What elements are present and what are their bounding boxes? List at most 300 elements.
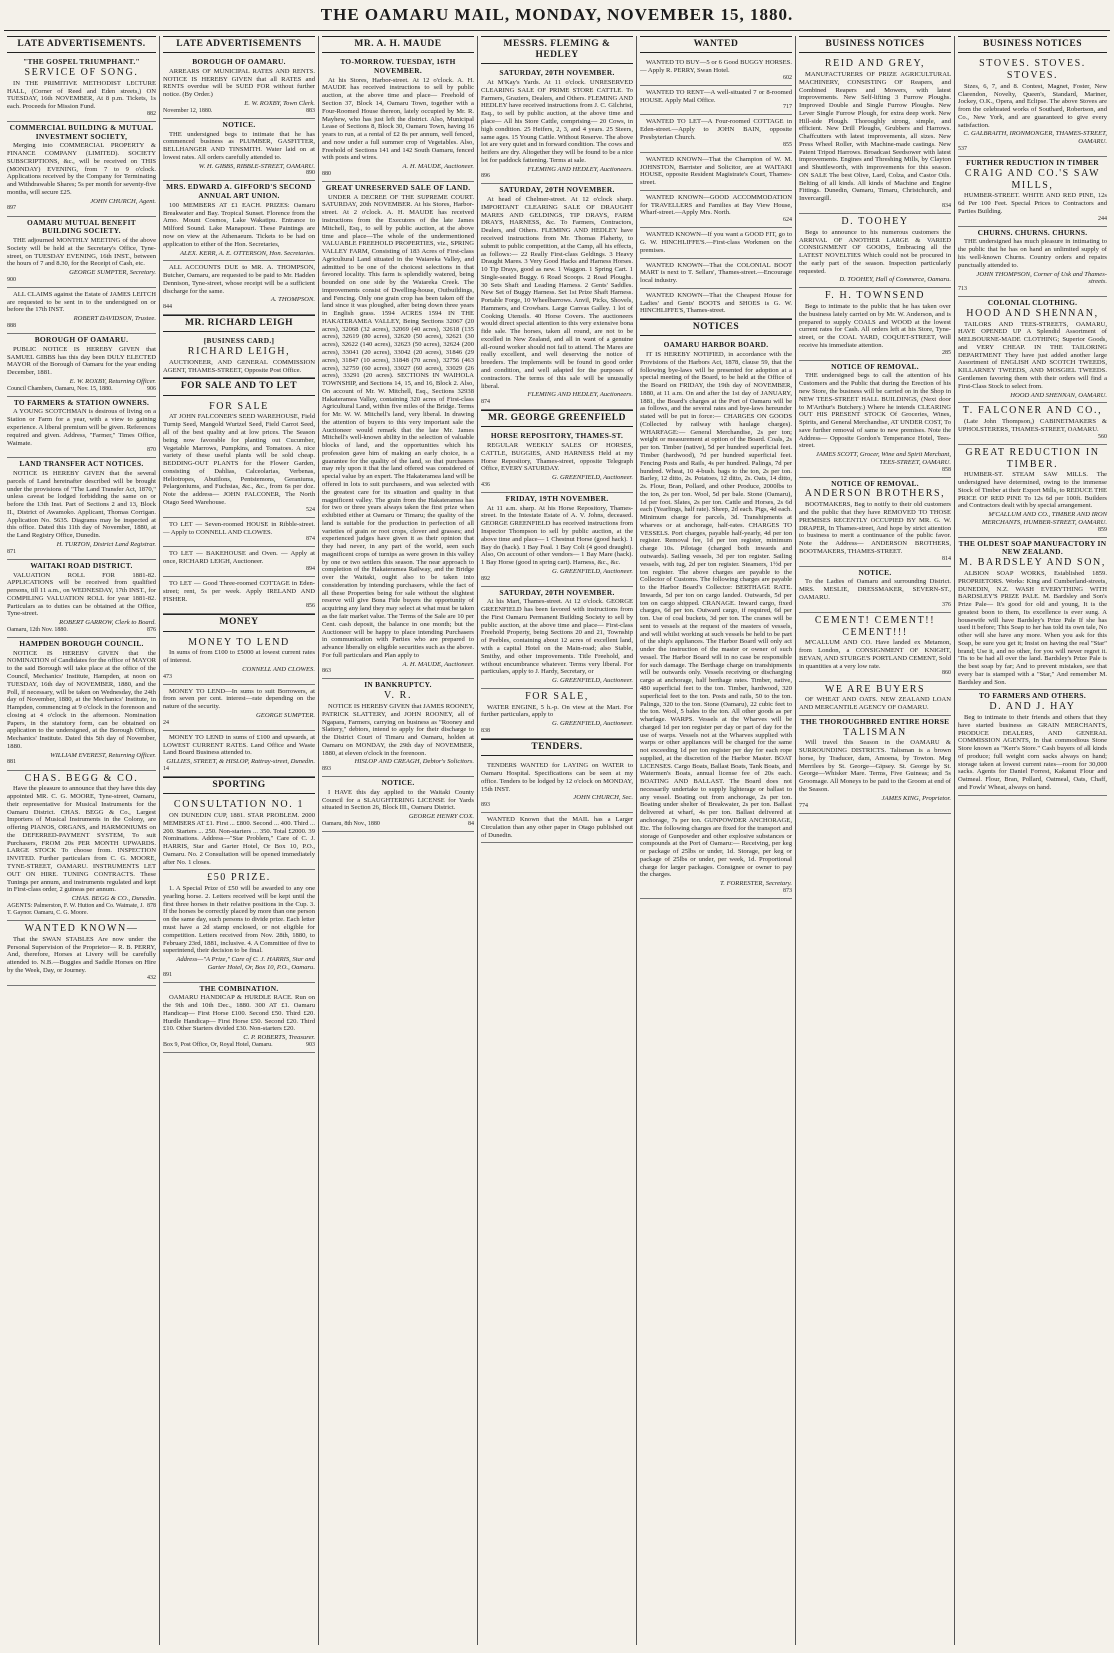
ad-footer xyxy=(799,602,951,609)
ad-body: THE undersigned begs to call the attention of his Customers and the Public that during the Erection of his new Store, the business will be carried on in the Shop in NEW TEES-STREET HALL BUILDINGS, (Next door to M'Arthur's Butchery.) Where he intends CLEARING OUT HIS PRESENT STOCK Of Groceries, Wines, Spirits, and General Merchandise, AT UNDER COST, To save further removal of same to new premises. Note the Address— Opposite Gordon's Temperance Hotel, Tees-street. xyxy=(799,372,951,450)
ad-signature: A. H. MAUDE, Auctioneer. xyxy=(402,163,474,171)
ad-title: LAND TRANSFER ACT NOTICES. xyxy=(19,459,144,469)
ad-body: WANTED KNOWN—If you want a GOOD FIT, go to G. W. HINCHLIFFE'S.—First-class Workmen on the premises. xyxy=(640,231,792,254)
ad-footer-note: 893 xyxy=(322,766,331,773)
ad-footer xyxy=(799,467,951,474)
ad-body: 100 MEMBERS AT £1 EACH. PRIZES: Oamaru Breakwater and Bay. Tropical Sunset. Florence from the Arno. Mount Cosmos, Lake Wakatipu. Entrance to Milford Sound. Lake Manapouri. These Paintings are now on view at the Athenaeum. Tickets to be had on application to either of the Hon. Secretaries, xyxy=(163,201,315,248)
ad-body: WANTED KNOWN—That the COLONIAL BOOT MART is next to T. Sellars', Thames-street.—Encourage local industry. xyxy=(640,261,792,285)
ad-display-line: FOR SALE xyxy=(209,400,269,412)
ad-footer xyxy=(958,286,1107,293)
section-heading: MR. GEORGE GREENFIELD xyxy=(481,410,633,427)
ad-display-line: SERVICE OF SONG. xyxy=(24,66,139,78)
ad-footer xyxy=(163,1042,315,1049)
ad-footer xyxy=(481,482,633,489)
ad-display-line: CONSULTATION NO. 1 xyxy=(173,799,305,811)
ad-display-line: WE ARE BUYERS xyxy=(824,683,926,695)
ad-body: WANTED KNOWN—GOOD ACCOMMODATION for TRAVELLERS and Families at Bay View House, Wharf-street.—Apply Mrs. North. xyxy=(640,193,792,217)
ad-footer xyxy=(7,386,156,393)
section-heading: TENDERS. xyxy=(481,739,633,756)
column-6 xyxy=(796,36,954,1647)
ad-reference-number: 906 xyxy=(147,385,156,392)
advertisement xyxy=(7,288,156,334)
ad-body: TO LET — Seven-roomed HOUSE in Ribble-street. — Apply to CONNELL AND CLOWES. xyxy=(163,520,315,536)
ad-body: WANTED TO LET—A Four-roomed COTTAGE in Eden-street.—Apply to JOHN BAIN, opposite Presbyterian Church. xyxy=(640,118,792,141)
ad-body: Merging into COMMERCIAL PROPERTY & FINANCE COMPANY (LIMITED). SOCIETY SUBSCRIPTIONS, &c., will be received on THIS (MONDAY) EVENING, from 7 to 9 o'clock. Applications received by the Company for Terminating and Withdrawable Shares; 5s per month for seventy-five months, will secure £25. xyxy=(7,142,156,196)
ad-body: MANUFACTURERS OF PRIZE AGRICULTURAL MACHINERY, CONSISTING OF Reapers, and Combined Reapers and Mowers, with latest improvements. New Self-lifting 3 Furrow Ploughs. Improved Double and Single Furrow Ploughs. New Lever Single Furrow Plough, for extra deep work. New Hill-side Plough. Thoroughly strong, simple, and efficient. New Drill Ploughs, Grubbers and Harrows. Chaffcutters with latest improvements, all sizes. New Press Wheel Roller, with Machine-made castings. New Patent Tripod Harrows. Broadcast Seedsower with latest improvements. Engines and Threshing Mills, by Clayton and Shuttleworth, with improvements for this season. ON SALE The best Olive, Lard, Colza, and Castor Oils. Belting of all kinds. All kinds of Machine and Engine Fittings. Dunedin, Oamaru, Timaru, Christchurch, and Invercargill. xyxy=(799,71,951,203)
ad-footer xyxy=(481,576,633,583)
ad-signature: GEORGE HENRY COX. xyxy=(408,813,474,821)
ad-display-line: CHAS. BEGG & CO. xyxy=(24,772,139,784)
advertisement xyxy=(799,214,951,288)
ad-signature: FLEMING AND HEDLEY, Auctioneers. xyxy=(527,165,633,173)
ad-reference-number: 84 xyxy=(468,820,474,827)
advertisement xyxy=(958,690,1107,795)
ad-title: NOTICE OF REMOVAL. xyxy=(831,361,919,371)
ad-title: TO FARMERS & STATION OWNERS. xyxy=(13,397,150,407)
ad-footer xyxy=(640,888,792,895)
advertisement xyxy=(799,361,951,478)
ad-display-line: RICHARD LEIGH, xyxy=(187,346,291,358)
ad-footer xyxy=(481,399,633,406)
advertisement xyxy=(163,181,315,261)
advertisement xyxy=(958,227,1107,297)
ad-footer-note: 892 xyxy=(481,575,490,582)
ad-footer xyxy=(163,972,315,979)
advertisement xyxy=(640,86,792,116)
ad-body: M'CALLUM AND CO. Have landed ex Metamon, from London, a CONSIGNMENT OF KNIGHT, BEVAN, AND STURGE'S PORTLAND CEMENT, Sold in quantities at a very low rate. xyxy=(799,639,951,670)
advertisement xyxy=(322,679,474,777)
advertisement xyxy=(958,56,1107,157)
ad-footer xyxy=(7,111,156,118)
ad-body: HUMBER-ST. STEAM SAW MILLS. The undersigned have determined, owing to the immense Stock of Timber at their Export Mills, to REDUCE THE PRICE OF RED PINE To 12s 6d per 100ft. Builders and Contractors dealt with by special arrangement. xyxy=(958,471,1107,510)
ad-signature: JOHN CHURCH, Agent. xyxy=(90,197,156,205)
column-heading: MESSRS. FLEMING & HEDLEY xyxy=(481,36,633,64)
ad-body: A YOUNG SCOTCHMAN is desirous of living on a Station or Farm for a year, with a view to gaining experience. A liberal premium will be given. References required and given. Address, "Farmer," Times Office, Waimate. xyxy=(7,408,156,447)
advertisement xyxy=(799,567,951,613)
column-heading: LATE ADVERTISEMENTS. xyxy=(7,36,156,53)
ad-body: UNDER A DECREE OF THE SUPREME COURT. SATURDAY, 20th NOVEMBER. At his Stores, Harbor-street. At 2 o'clock. A. H. MAUDE has received instructions from the Executors of the late James Mitchell, Esq., to sell by public auction, at the above time and place—The whole of the undermentioned VALUABLE FREEHOLD PROPERTIES, viz., SPRING VALLEY FARM, Consisting of 183 Acres of First-class Agricultural Land situated in the Waiareka Valley, and admitted to be one of the choicest selections in that favored locality. This farm is splendidly watered, being bounded on one side by the Waiareka Creek. The improvements consist of Dwelling-house, Outbuildings, and Fencing. Only one grain crop has been taken off the land since it was ploughed, after being down three years in English grass. 1594 ACRES 1594 IN THE HAKATERAMEA VALLEY, Being Sections 32067 (20 acres), 32068 (32 acres), 32069 (40 acres), 32618 (135 acres), 32619 (80 acres), 32620 (50 acres), 32621 (30 acres), 32622 (140 acres), 32623 (50 acres), 32624 (200 acres), 33041 (20 acres), 33042 (20 acres), 31846 (29 acres), 31847 (10 acres), 31848 (70 acres), 32756 (463 acres), 32759 (60 acres), 33027 (60 acres), 33029 (26 acres), 33291 (20 acres). SECTIONS IN WAIHOLA TOWNSHIP, and Sections 14, 15, and 16, Block 2. Also, On account of Mr. W. Mitchell, Esq., Sections 32938 Hakateramea Valley, containing 320 acres of First-class Agricultural Land, within five miles of the Bridge. Terms for Mr. W. W. Mitchell's land, very liberal. In drawing the attention of buyers to this very important sale the Auctioneer would remark that the late Mr. James Mitchell's well-known ability in the selection of valuable blocks of land, and the opportunities which his profession gave him of making an early choice, is a guarantee for the quality of the land, so that purchasers may rely upon it that the land offered was considered of special value by an expert. The Hakateramea land will be offered in lots to suit purchasers, and was selected with the greatest care for its situation and quality in that magnificent valley. The grain from the Hakateramea has for two or three years always taken the first prize when exhibited either at Oamaru or Timaru; the quality of the land is suitable for the production in perfection of all varieties of grain or root crops, clover and grasses; and experienced judges have given it as their opinion that they had never, in any part of the world, seen such magnificent crops of turnips as were grown in this valley by one or two settlers this season. The near approach to completion of the Hakateramea Railway, and the Bridge over the Waitaki, ought also to be taken into consideration by intending purchasers, while the fact of all these Properties being for sale without the slightest reserve will give Bona Fide buyers the opportunity of acquiring any land they may select at what must be taken as the fair market value. The Terms of the Sale are 10 per Cent. cash deposit, the balance in one month; but the Auctioneer will be happy to place intending Purchasers in communication with Parties who are prepared to advance liberally on eligible securities such as the above. For full particulars and Plan apply to xyxy=(322,193,474,659)
ad-footer-note: 874 xyxy=(481,399,490,406)
column-5 xyxy=(637,36,795,1647)
advertisement xyxy=(163,547,315,577)
ad-body: OAMARU HANDICAP & HURDLE RACE. Run on the 9th and 10th Dec., 1880. 300 AT £1. Oamaru Handicap— First Horse £100. Second £50. Third £20. Hurdle Handicap— First Horse £50. Second £20. Third £10. Other Starters divided £30. Non-starters £20. xyxy=(163,994,315,1033)
ad-body: That the SWAN STABLES Are now under the Personal Supervision of the Proprietor— R. B. PERRY, And, therefore, Horses at Livery will be carefully attended to. N.B.—Buggies and Saddle Horses on Hire by the Week, Day, or Journey. xyxy=(7,935,156,974)
ad-footer-note: 891 xyxy=(163,971,172,978)
ad-reference-number: 524 xyxy=(306,506,315,513)
ad-title: MRS. EDWARD A. GIFFORD'S SECOND ANNUAL ART UNION. xyxy=(166,182,312,201)
ad-body: VALUATION ROLL FOR 1881-82. APPLICATIONS will be received from qualified persons, till 11 a.m., on WEDNESDAY, 17th INST., for COMPILING VALUATION ROLL for year 1881-82. Particulars as to duties can be obtained at the Office, Tyne-street. xyxy=(7,571,156,618)
ad-footer-note: Council Chambers, Oamaru, Nov. 15, 1880. xyxy=(7,385,113,392)
ad-body: Begs to announce to his numerous customers the ARRIVAL OF ANOTHER LARGE & VARIED CONSIGNMENT OF GOODS, Embracing all the LATEST NOVELTIES Which could not be procured in the early part of the season. Inspection particularly requested. xyxy=(799,228,951,275)
ad-body: ALL CLAIMS against the Estate of JAMES LEITCH are requested to be sent in to the undersigned on or before the 17th INST. xyxy=(7,290,156,314)
ad-signature: JOHN THOMPSON, Corner of Usk and Thames-streets. xyxy=(976,270,1107,286)
ad-footer-note: 436 xyxy=(481,481,490,488)
ad-body: PUBLIC NOTICE IS HEREBY GIVEN that SAMUEL GIBBS has this day been DULY ELECTED MAYOR of the Borough of Oamaru for the year ending December, 1881. xyxy=(7,345,156,377)
ad-title: NOTICE. xyxy=(381,778,415,788)
ad-reference-number: 873 xyxy=(783,887,792,894)
ad-body: OF WHEAT AND OATS. NEW ZEALAND LOAN AND MERCANTILE AGENCY OF OAMARU. xyxy=(799,696,951,712)
ad-body: NOTICE IS HEREBY GIVEN that the several parcels of Land hereinafter described will be brought under the provisions of "The Land Transfer Act, 1870," unless caveat be lodged forbidding the same on or before the 13th Inst. Part of Sections 2 and 13, Block II., District of Awamoko. Applicant, Thomas Corrigan. Application No. 5635. Diagrams may be inspected at this office. Dated this 11th day of November, 1880, at the Land Registry Office, Dunedin. xyxy=(7,470,156,540)
advertisement xyxy=(799,478,951,567)
advertisement xyxy=(481,184,633,410)
column-2 xyxy=(160,36,318,1647)
ad-title: FRIDAY, 19TH NOVEMBER. xyxy=(505,493,609,503)
ad-body: TENDERS WANTED for LAYING on WATER to Oamaru Hospital. Specifications can be seen at my office. Tenders to be lodged by 12 o'clock on MONDAY, 15th INST. xyxy=(481,762,633,793)
ad-signature: HOOD AND SHENNAN, OAMARU. xyxy=(1010,391,1107,399)
advertisement xyxy=(640,289,792,319)
ad-body: At 11 a.m. sharp. At his Horse Repository, Thames-street. In the Intestate Estate of A. V. Johns, deceased. GEORGE GREENFIELD has received instructions from Inspector Thompson to sell by public auction, at the above time and place— 1 Chestnut Horse (good hack). 1 Bay do (hack). 1 Bay Foal. 1 Bay Colt (4 good draught). Also, On account of other vendors— 1 Bay Mare (hack). 1 Bay Horse (good in spring cart). Harness, &c., &c. xyxy=(481,504,633,567)
advertisement xyxy=(640,56,792,86)
ad-footer xyxy=(322,821,474,828)
advertisement xyxy=(7,560,156,638)
ad-footer-note: 713 xyxy=(958,286,967,293)
ad-body: WANTED TO BUY—5 or 6 Good BUGGY HORSES. — Apply R. PERRY, Swan Hotel. xyxy=(640,59,792,74)
ad-reference-number: 860 xyxy=(942,670,951,677)
ad-footer xyxy=(322,668,474,675)
ad-footer xyxy=(958,527,1107,534)
ad-footer-note: 896 xyxy=(481,173,490,180)
ad-signature: GILLIES, STREET, & HISLOP, Rattray-street, Dunedin. xyxy=(166,758,315,766)
ad-title: THE OLDEST SOAP MANUFACTORY IN NEW ZEALAND. xyxy=(958,538,1107,557)
ad-body: IN THE PRIMITIVE METHODIST LECTURE HALL, (Corner of Reed and Eden streets,) ON TUESDAY, 16th NOVEMBER, At 8 p.m. Tickets, 1s each. Proceeds for Mission Fund. xyxy=(7,79,156,111)
ad-body: At his Stores, Harbor-street. At 12 o'clock. A. H. MAUDE has received instructions to sell by public auction, at the above time and place— Freehold of Section 37, Block 14, Oamaru Town, together with a Four-Roomed House thereon, lately occupied by Mr. R. Mayhew, who has just left the district. Also, Municipal Lease of Sections 8, Block 30, Oamaru Town, having 16 years to run, at a rental of £2 8s per annum, well fenced, and now under a full summer crop of Vegetables. Also, Freehold of Sections 141 and 142 South Oamaru, fenced with posts and wires. xyxy=(322,76,474,162)
ad-signature: CHAS. BEGG & CO., Dunedin. xyxy=(71,895,156,903)
ad-body: Beg to intimate to their friends and others that they have started business as GRAIN MERCHANTS, PRODUCE DEALERS, AND GENERAL COMMISSION AGENTS, In that commodious Stone Store known as "Kerr's Store." Cash buyers of all kinds of produce; full weight corn sacks always on hand; storage taken at lowest current rates—room for 30,000 sacks. Agents for Daniel Forrest, Kakanui Flour and Oatmeal. Flour, Bran, Pollard, Oatmeal, Oats, Chaff, and Fowls' Wheat, always on hand. xyxy=(958,714,1107,791)
ad-signature: ALEX. KERR, A. E. OTTERSON, Hon. Secretaries. xyxy=(180,249,315,257)
ad-display-line: M. BARDSLEY AND SON, xyxy=(959,557,1106,569)
ad-footer xyxy=(163,674,315,681)
section-heading: MONEY xyxy=(163,614,315,631)
ad-footer xyxy=(799,350,951,357)
ad-body: THE undersigned begs to intimate that he has commenced business as PLUMBER, GASFITTER, BELLHANGER AND TINSMITH. Water laid on at lowest rates. All orders carefully attended to. xyxy=(163,130,315,161)
ad-footer xyxy=(163,108,315,115)
ad-body: WANTED KNOWN—That the Cheapest House for Ladies' and Gents' BOOTS and SHOES is G. W. HINCHLIFFE'S, Thames-street. xyxy=(640,291,792,315)
ad-footer xyxy=(7,759,156,766)
ad-reference-number: 855 xyxy=(783,141,792,148)
advertisement xyxy=(481,587,633,689)
ad-signature: T. FORRESTER, Secretary. xyxy=(720,880,792,888)
ad-footer xyxy=(481,728,633,735)
ad-title: CHURNS. CHURNS. CHURNS. xyxy=(977,227,1088,237)
ad-title: FURTHER REDUCTION IN TIMBER xyxy=(966,158,1099,167)
ad-display-line: T. FALCONER AND CO., xyxy=(962,405,1103,417)
ad-footer-note: 537 xyxy=(958,145,967,152)
ad-footer xyxy=(958,146,1107,153)
ad-footer-note: Box 9, Post Office, Or, Royal Hotel, Oamaru. xyxy=(163,1041,273,1048)
ad-footer xyxy=(163,720,315,727)
masthead: THE OAMARU MAIL, MONDAY, NOVEMBER 15, 1880. xyxy=(320,5,794,24)
ad-title: TO-MORROW. TUESDAY, 16TH NOVEMBER. xyxy=(340,57,456,75)
advertisement xyxy=(958,297,1107,403)
ad-body: THE undersigned has much pleasure in intimating to the public that he has on hand an unlimited supply of his well-known Churns. Country orders and repairs punctually attended to. xyxy=(958,238,1107,269)
ad-footer xyxy=(163,566,315,573)
ad-signature: ROBERT DAVIDSON, Trustee. xyxy=(73,315,156,323)
column-heading: LATE ADVERTISEMENTS xyxy=(163,36,315,53)
ad-body: AUCTIONEER, AND GENERAL COMMISSION AGENT, THAMES-STREET, Opposite Post Office. xyxy=(163,358,315,374)
ad-reference-number: 717 xyxy=(783,104,792,111)
ad-signature: A. THOMPSON. xyxy=(270,296,315,304)
ad-reference-number: 878 xyxy=(147,902,156,909)
ad-signature: CONNELL AND CLOWES. xyxy=(242,665,315,673)
advertisement xyxy=(7,771,156,921)
ad-reference-number: 858 xyxy=(942,466,951,473)
advertisement xyxy=(799,716,951,814)
ad-footer xyxy=(481,802,633,809)
ad-signature: M'CALLUM AND CO., TIMBER AND IRON MERCHANTS, HUMBER-STREET, OAMARU. xyxy=(982,511,1107,526)
ad-signature: GEORGE SUMPTER. xyxy=(256,712,315,720)
ad-body: At M'Kay's Yards. At 11 o'clock. UNRESERVED CLEARING SALE OF PRIME STORE CATTLE. To Farmers, Graziers, Dealers, and Others. FLEMING AND HEDLEY have received instructions from J. C. Gilchrist, Esq., to sell by public auction, at the above time and place— All his Store Cattle, comprising— 20 Cows, in high condition. 25 Heifers, 2, 3, and 4 years. 25 Steers, same ages. 15 Young Cattle. Without Reserve. The above lot are very quiet and in forward condition. The cows and heifers are dry. Altogether they will be found to be a nice lot for paddock fattening. Terms at sale. xyxy=(481,79,633,164)
ad-footer xyxy=(799,803,951,810)
ad-reference-number: 903 xyxy=(306,1041,315,1048)
ad-title: COMMERCIAL BUILDING & MUTUAL INVESTMENT SOCIETY, xyxy=(9,122,154,141)
ad-body: I HAVE this day applied to the Waitaki County Council for a SLAUGHTERING LICENSE for Yards situated in Section 26, Block III., Oamaru District. xyxy=(322,788,474,812)
ad-footer-note: 24 xyxy=(163,719,169,726)
ad-footer xyxy=(958,216,1107,223)
ad-signature: JAMES KING, Proprietor. xyxy=(881,794,951,802)
ad-display-line: FOR SALE, xyxy=(525,690,589,702)
ad-signature: E. W. ROXBY, Returning Officer. xyxy=(69,377,156,385)
advertisement xyxy=(163,399,315,518)
ad-display-line: V. R. xyxy=(383,690,413,702)
ad-display-line: GREAT REDUCTION IN TIMBER. xyxy=(965,446,1100,470)
ad-signature: H. TURTON, District Land Registrar. xyxy=(56,540,156,548)
ad-title: "THE GOSPEL TRIUMPHANT." xyxy=(23,57,140,67)
ad-reference-number: 376 xyxy=(942,601,951,608)
ad-display-line: CEMENT! CEMENT!! CEMENT!!! xyxy=(814,614,936,638)
ad-body: (Late John Thompson,) CABINETMAKERS & UPHOLSTERERS, THAMES-STREET, OAMARU. xyxy=(958,418,1107,433)
advertisement xyxy=(799,682,951,716)
advertisement xyxy=(958,157,1107,227)
ad-body: NOTICE IS HEREBY GIVEN that JAMES ROONEY, PATRICK SLATTERY, and JOHN ROONEY, all of Ngapara, Farmers, carrying on business as "Rooney and Slattery," debtors, intend to apply for their discharge to the District Court of Timaru and Oamaru, holden at Oamaru on MONDAY, the 29th day of NOVEMBER, 1880, at eleven o'clock in the forenoon. xyxy=(322,702,474,757)
ad-footer xyxy=(958,434,1107,441)
ad-title: BOROUGH OF OAMARU. xyxy=(192,57,286,67)
ad-body: Will travel this Season in the OAMARU & SURROUNDING DISTRICTS. Talisman is a brown horse, by Traducer, dam, Amoena, by Towton. Meg Merrilees by St. George—Gipsey. St. George by St. George—Whisker Mare. Terms, Five Guineas; and 5s Groomage. All Moneys to be paid to the Groom at end of the Season. xyxy=(799,739,951,793)
ad-reference-number: 244 xyxy=(1098,215,1107,222)
ad-footer-note: 838 xyxy=(481,727,490,734)
ad-body: MONEY TO LEND—In sums to suit Borrowers, at from seven per cent. interest—rate depending on the nature of the security. xyxy=(163,687,315,711)
ad-footer xyxy=(640,142,792,149)
ad-footer xyxy=(640,75,792,82)
ad-footer xyxy=(163,766,315,773)
ad-footer-note: AGENTS: Palmerston, F. W. Hutton and Co. Waimate, J. T. Gaynor. Oamaru, C. G. Moore. xyxy=(7,902,144,916)
ad-signature: ROBERT GARROW, Clerk to Board. xyxy=(59,619,156,627)
ad-body: AT JOHN FALCONER'S SEED WAREHOUSE, Field Turnip Seed, Mangold Wurtzel Seed, Field Carrot Seed, all of the best quality and at low prices. The Season being now favorable for planting out Cucumber, Vegetable Marrows, Pumpkins, and Tomatoes. A nice variety of these useful plants will be sold cheap. BEDDING-OUT PLANTS for the Flower Garden, consisting of Dahlias, Calceolarias, Verbenas, Heliotropes, Abutilons, Pentstemons, Geraniums, Pelargoniums, and Fuchsias, &c., &c., from 6s per doz. Note the address— JOHN FALCONER, The North Otago Seed Warehouse. xyxy=(163,413,315,506)
ad-reference-number: 876 xyxy=(147,626,156,633)
ad-body: Begs to intimate to the public that he has taken over the business lately carried on by Mr. W. Anderson, and is prepared to supply COALS and WOOD at the lowest current rates for Cash. All orders left at his Store, Tyne-street, or the COAL YARD, COQUET-STREET, Will receive his immediate attention. xyxy=(799,303,951,349)
ad-body: NOTICE IS HEREBY GIVEN that the NOMINATION of Candidates for the office of MAYOR to the said Borough will take place at the office of the Council, Mechanics' Institute, Hampden, at noon on TUESDAY, 16th day of NOVEMBER, 1880, and the Poll, if necessary, will be taken on Wednesday, the 24th day of November, 1880, at the Mechanics' Institute, in Hampden, commencing at 9 o'clock in the forenoon and closing at 4 o'clock in the afternoon. Nomination Papers, in the statutory form, can be obtained on application to the undersigned, at the Borough Offices, Mechanics' Institute. Dated this 5th day of November, 1880. xyxy=(7,649,156,750)
section-heading: NOTICES xyxy=(640,319,792,336)
ad-title: SATURDAY, 20TH NOVEMBER. xyxy=(499,587,615,597)
ad-title: NOTICE OF REMOVAL. xyxy=(831,478,919,488)
ad-display-line: STOVES. STOVES. STOVES. xyxy=(979,58,1086,81)
ad-reference-number: 870 xyxy=(147,447,156,454)
column-7 xyxy=(955,36,1110,1647)
ad-footer xyxy=(322,171,474,178)
ad-title: [BUSINESS CARD.] xyxy=(203,336,275,346)
advertisement xyxy=(640,259,792,289)
ad-body: At his Mart, Thames-street. At 12 o'clock. GEORGE GREENFIELD has been favored with instructions from the First Oamaru Permanent Building Society to sell by public auction, at the above time and place— First-class Freehold Property, being Sections 20 and 21, Township of Peebles, containing about 12 acres of excellent land, with a capital Hotel on the Main-road; also Stable, Smithy, and other improvements. Title Freehold, and without encumbrance whatever. Terms very liberal. For particulars, apply to J. Hardy, Secretary, or xyxy=(481,598,633,676)
ad-signature: JOHN CHURCH, Sec. xyxy=(573,794,633,802)
column-heading: BUSINESS NOTICES xyxy=(958,36,1107,53)
ad-footer xyxy=(640,104,792,111)
ad-body: BOOTMAKERS, Beg to notify to their old customers and the public that they have REMOVED TO THOSE PREMISES RECENTLY OCCUPIED BY MR. G. W. DRAPER, In Thames-street, And hope by strict attention to business to merit a continuance of the public favor. Note the Address— ANDERSON BROTHERS, BOOTMAKERS, THAMES-STREET. xyxy=(799,501,951,555)
advertisement xyxy=(163,635,315,685)
ad-reference-number: 432 xyxy=(147,974,156,981)
ad-footer xyxy=(7,447,156,454)
ad-signature: G. GREENFIELD, Auctioneer. xyxy=(551,474,633,482)
ad-footer xyxy=(322,766,474,773)
ad-body: ALL ACCOUNTS DUE to MR. A. THOMPSON, Butcher, Oamaru, are requested to be paid to Mr. Hadden Dennison, Tyne-street, whose receipt will be a sufficient discharge for the same. xyxy=(163,264,315,295)
ad-footer xyxy=(799,670,951,677)
ad-title: WAITAKI ROAD DISTRICT. xyxy=(30,560,133,570)
ad-title: NOTICE. xyxy=(858,567,892,577)
ad-footer xyxy=(7,323,156,330)
ad-reference-number: 624 xyxy=(783,217,792,224)
ad-footer-note: 844 xyxy=(163,304,172,311)
ad-reference-number: 882 xyxy=(147,110,156,117)
advertisement xyxy=(7,638,156,771)
ad-body: Have the pleasure to announce that they have this day appointed MR. C. G. MOORE, Tyne-street, Oamaru, their representative for Musical Instruments for the Oamaru District. CHAS. BEGG & Co., Largest Importers of Musical Instruments in the Colony, are offering PIANOS, ORGANS, and HARMONIUMS on the DEFERRED-PAYMENT SYSTEM, To suit Purchasers, FROM 20s PER MONTH UPWARDS. LARGE STOCK To choose from. INSPECTION INVITED. Further particulars from C. G. MOORE, TYNE-STREET, OAMARU. INSTRUMENTS LET OUT ON HIRE. TUNING CONTRACTS. These Tunings per annum, and instruments regulated and kept in First-class order, 2 guineas per annum. xyxy=(7,785,156,894)
ad-title: SATURDAY, 20TH NOVEMBER. xyxy=(499,68,615,78)
ad-footer xyxy=(163,536,315,543)
ad-footer xyxy=(481,173,633,180)
column-4 xyxy=(478,36,636,1647)
advertisement xyxy=(958,538,1107,691)
ad-reference-number: 560 xyxy=(1098,433,1107,440)
advertisement xyxy=(7,122,156,217)
advertisement xyxy=(7,334,156,397)
ad-body: At head of Chelmer-street. At 12 o'clock sharp. IMPORTANT CLEARING SALE OF DRAUGHT MARES AND GELDINGS, TIP DRAYS, FARM DRAYS, HARNESS, &c. To Farmers, Contractors, Dealers, and Others. FLEMING AND HEDLEY have received instructions from Mr. Thomas Flaherty, to submit to public competition, at the Camp, all his effects, as follows:— 22 Really First-class Geldings. 3 Heavy Draught Mares. 3 Very Good Hacks and Harness Horses. 10 Tip Drays, good as new. 1 Waggon. 1 Spring Cart. 1 Single-seated Buggy. 6 Road Scoops. 2 Road Ploughs. 30 Sets Shaft and Leading Harness. 2 Gents' Saddles. New Set of Buggy Harness. Set 1st Prize Shaft Harness. Portable Forge, 10 Wheelbarrows. Anvil, Picks, Shovels, Hammers, and Crowbars. Large Canvas Galley. 1 lot of Cooking Utensils. 40 Horse Covers. The auctioneers would direct special attention to this very extensive bona fide sale. The horses, taken all round, are not to be excelled in New Zealand, and all in want of a genuine all-round worker should not fail to attend. The Mares are really excellent, and well deserving the notice of breeders. The implements will be found in good order and condition, and well adapted for the purposes of contractors. The terms of this sale will be unusually liberal. xyxy=(481,196,633,390)
ad-body: ON DUNEDIN CUP, 1881. STAR PROBLEM. 2000 MEMBERS AT £1. First ... £800. Second ... 400. Third ... 200. Starters ... 250. Non-starters ... 350. Total £2000. 39 Nominations. Address—"Star Problem," Care of C. J. HARRIS, Star and Garter Hotel, Or Box 10, P.O., Oamaru. No. 2 Consultation will be opened immediately after No. 1 closes. xyxy=(163,812,315,866)
advertisement xyxy=(640,339,792,899)
ad-reference-number: 859 xyxy=(1098,526,1107,533)
ad-footer-note: 14 xyxy=(163,765,169,772)
ad-footer-note: 473 xyxy=(163,673,172,680)
ad-body: ALBION SOAP WORKS, Established 1859. PROPRIETORS. Works: King and Cumberland-streets, DUNEDIN, N.Z. WASH EVERYTHING WITH BARDSLEY'S PRIZE PALE. M. Bardsley and Son's Prize Pale— It's good for old and young, It is the greatest boon to them, Its excellence is ever sung. A housewife will have Bardsley's Prize Pale If she has used it before; This Soap to her has told its own tale, No other will she have any more. When you ask for this Soap, be sure you get it; Insist on having the real "Star" brand; Use it, and no other, for you will never regret it. 'Tis to be had all over the land. Bardsley's Prize Pale is the best soap by far; And to prevent mistakes, see that every bar is stamped with a "Star," And remember M. Bardsley and Son. xyxy=(958,570,1107,686)
ad-signature: E. W. ROXBY, Town Clerk. xyxy=(244,100,315,107)
ad-body: To the Ladies of Oamaru and surrounding District. MRS. MESLIE, DRESSMAKER, SEVERN-ST., OAMARU. xyxy=(799,578,951,601)
ad-signature: GEORGE SUMPTER, Secretary. xyxy=(69,269,156,277)
ad-display-line: TALISMAN xyxy=(843,726,907,738)
masthead-rule xyxy=(4,30,1110,31)
advertisement xyxy=(163,731,315,777)
advertisement xyxy=(163,797,315,870)
ad-signature: JAMES SCOTT, Grocer, Wine and Spirit Merchant, TEES-STREET, OAMARU. xyxy=(815,451,951,466)
ad-title: TO FARMERS AND OTHERS. xyxy=(979,691,1086,701)
ad-footer-note: November 12, 1880. xyxy=(163,107,213,114)
ad-body: WANTED KNOWN—That the Champion of W. M. JOHNSTON, Barrister and Solicitor, are at WAITAKI HOUSE, opposite Resident Magistrate's Court, Thames-street. xyxy=(640,155,792,187)
ad-title: BOROUGH OF OAMARU. xyxy=(34,335,129,345)
ad-reference-number: 894 xyxy=(306,565,315,572)
ad-body: WATER ENGINE, 5 h.-p. On view at the Mart. For further particulars, apply to xyxy=(481,703,633,719)
ad-body: TAILORS AND TEES-STREETS, OAMARU, HAVE OPENED UP A Splendid Assortment of MELBOURNE-MADE CLOTHING; Superior Goods, and VERY CHEAP. IN THE TAILORING DEPARTMENT They have just added another large Assortment of ENGLISH AND SCOTCH TWEEDS, KILLARNEY TWEEDS, AND MOSGIEL TWEEDS. Gentlemen favoring them with their orders will find a First-Class Stock to select from. xyxy=(958,320,1107,390)
ad-signature: FLEMING AND HEDLEY, Auctioneers. xyxy=(527,391,633,399)
advertisement xyxy=(958,403,1107,444)
ad-reference-number: 602 xyxy=(783,74,792,81)
advertisement xyxy=(958,445,1107,538)
advertisement xyxy=(799,56,951,214)
ad-reference-number: 883 xyxy=(306,107,315,114)
section-heading: MR. RICHARD LEIGH xyxy=(163,315,315,332)
ad-display-line: F. H. TOWNSEND xyxy=(824,290,926,302)
advertisement xyxy=(163,577,315,614)
ad-signature: C. GALBRAITH, IRONMONGER, THAMES-STREET, OAMARU. xyxy=(963,130,1107,146)
column-1 xyxy=(4,36,159,1647)
ad-footer-note: Oamaru, 12th Nov. 1880. xyxy=(7,626,68,633)
ad-reference-number: 285 xyxy=(942,349,951,356)
ad-footer xyxy=(7,627,156,634)
ad-signature: A. H. MAUDE, Auctioneer. xyxy=(402,660,474,668)
ad-body: Sizes, 6, 7, and 8. Contest, Magnet, Foster, New Clarendon, Novelty, Queen's, Standard, Mariner, Jockey, O.K., Opera, and Eclipse. The above Stoves are from the celebrated works of Southard, Robertson, and Co., New York, and are guaranteed to give every satisfaction. xyxy=(958,82,1107,129)
section-heading: SPORTING xyxy=(163,777,315,794)
ad-display-line: D. TOOHEY xyxy=(841,216,909,228)
advertisement xyxy=(7,217,156,288)
advertisement xyxy=(799,613,951,682)
advertisement xyxy=(163,261,315,315)
ad-display-line: £50 PRIZE. xyxy=(207,872,271,884)
section-heading: FOR SALE AND TO LET xyxy=(163,378,315,395)
ad-signature: Address—"A Prize," Care of C. J. HARRIS, Star and Garter Hotel, Or, Box 10, P.O., Oamaru. xyxy=(176,956,315,971)
advertisement xyxy=(640,191,792,228)
ad-body: ARREARS OF MUNICIPAL RATES AND RENTS. NOTICE IS HEREBY GIVEN that all RATES and RENTS overdue will be SUED FOR without further notice. (By Order.) xyxy=(163,67,315,99)
ad-footer xyxy=(7,549,156,556)
ad-footer xyxy=(7,205,156,212)
ad-footer xyxy=(7,975,156,982)
advertisement xyxy=(163,518,315,548)
ad-signature: D. TOOHEY, Hall of Commerce, Oamaru. xyxy=(839,276,951,284)
ad-signature: W. H. GIBBS, RIBBLE-STREET, OAMARU. xyxy=(198,162,315,170)
advertisement xyxy=(322,182,474,680)
ad-signature: WILLIAM EVEREST, Returning Officer. xyxy=(50,751,156,759)
ad-footer xyxy=(163,304,315,311)
advertisement xyxy=(640,115,792,152)
advertisement xyxy=(163,685,315,731)
ad-display-line: ANDERSON BROTHERS, xyxy=(804,488,946,500)
ad-signature: C. P. ROBERTS, Treasurer. xyxy=(243,1034,315,1042)
ad-display-line: D. AND J. HAY xyxy=(989,701,1076,713)
ad-footer xyxy=(163,603,315,610)
ad-footer xyxy=(163,170,315,177)
advertisement xyxy=(322,56,474,182)
ad-body: TO LET — Good Three-roomed COTTAGE in Eden-street; rent, 5s per week. Apply IRELAND AND FISHER. xyxy=(163,579,315,603)
ad-body: REGULAR WEEKLY SALES OF HORSES, CATTLE, BUGGIES, AND HARNESS Held at my Horse Repository, Thames-street, opposite Telegraph Office, EVERY SATURDAY. xyxy=(481,442,633,473)
ad-signature: HISLOP AND CREAGH, Debtor's Solicitors. xyxy=(354,758,474,766)
ad-body: 1. A Special Prize of £50 will be awarded to any one yearling horse. 2. Letters received will be kept until the first three horses in their relative positions in the Cup. 3. If the horses be correctly placed by more than one person on the same day, such persons to divide prize. Each letter must have a 2d stamp enclosed, or not eligible for competition. Letters received from Nov. 28th, 1880, to February 23rd, 1881, inclusive. 4. A Committee of five to superintend, their decision to be final. xyxy=(163,885,315,955)
ad-title: GREAT UNRESERVED SALE OF LAND. xyxy=(325,182,471,192)
ad-footer xyxy=(799,556,951,563)
ad-body: HUMBER-STREET. WHITE AND RED PINE, 12s 6d Per 100 Feet. Special Prices to Contractors and Parties Building. xyxy=(958,192,1107,215)
ad-title: IN BANKRUPTCY. xyxy=(364,680,432,690)
ad-body: MONEY TO LEND in sums of £100 and upwards, at LOWEST CURRENT RATES. Land Office and Waste Land Board Business attended to. xyxy=(163,733,315,757)
ad-body: WANTED Known that the MAIL has a Larger Circulation than any other paper in Otago published out of Dunedin. xyxy=(481,816,633,839)
advertisement xyxy=(799,288,951,360)
ad-title: NOTICE. xyxy=(222,119,256,129)
advertisement xyxy=(7,921,156,986)
ad-body: THE adjourned MONTHLY MEETING of the above Society will be held at the Secretary's Office, Tyne-street, on TUESDAY EVENING, 16th INST., between the hours of 7 and 8.30, for the Receipt of Cash, etc. xyxy=(7,237,156,268)
ad-title: OAMARU HARBOR BOARD. xyxy=(663,340,769,350)
ad-signature: G. GREENFIELD, Auctioneer. xyxy=(551,720,633,728)
column-heading: BUSINESS NOTICES xyxy=(799,36,951,53)
ad-reference-number: 856 xyxy=(306,603,315,610)
ad-footer xyxy=(799,203,951,210)
advertisement xyxy=(163,870,315,982)
column-heading: MR. A. H. MAUDE xyxy=(322,36,474,53)
ad-footer-note: 871 xyxy=(7,548,16,555)
ad-footer-note: 900 xyxy=(7,276,16,283)
ad-reference-number: 814 xyxy=(942,555,951,562)
ad-signature: G. GREENFIELD, Auctioneer. xyxy=(551,677,633,685)
ad-footer-note: Oamaru, 8th Nov., 1880 xyxy=(322,820,380,827)
